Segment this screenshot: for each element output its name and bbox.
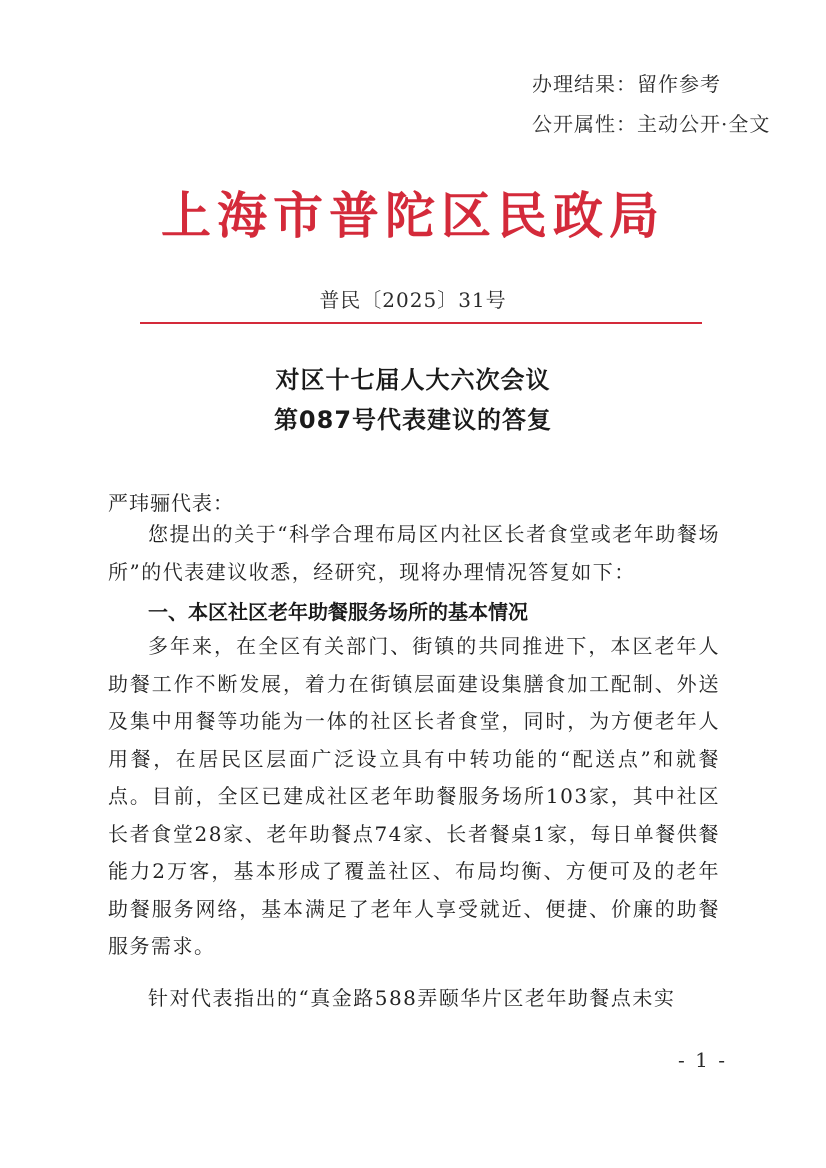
red-divider-line: [140, 322, 702, 324]
paragraph-response-start: 针对代表指出的“真金路588弄颐华片区老年助餐点未实: [148, 986, 676, 1010]
paragraph-intro: 您提出的关于“科学合理布局区内社区长者食堂或老年助餐场所”的代表建议收悉，经研究，现将办理情况答复如下：: [108, 522, 720, 584]
handling-result: 办理结果：留作参考: [532, 72, 721, 96]
disclosure-attribute: 公开属性：主动公开·全文: [532, 112, 771, 136]
agency-header: 上海市普陀区民政局: [161, 186, 665, 245]
page-number: - 1 -: [678, 1048, 727, 1072]
section-heading-1: 一、本区社区老年助餐服务场所的基本情况: [148, 600, 528, 624]
salutation: 严玮骊代表：: [108, 491, 234, 515]
document-title-line-1: 对区十七届人大六次会议: [275, 366, 551, 394]
document-number: 普民〔2025〕31号: [319, 288, 507, 312]
document-title-line-2: 第087号代表建议的答复: [273, 406, 553, 434]
paragraph-basic-situation: 多年来，在全区有关部门、街镇的共同推进下，本区老年人助餐工作不断发展，着力在街镇层面建设集膳食加工配制、外送及集中用餐等功能为一体的社区长者食堂，同时，为方便老年人用餐，在居民区层面广泛设立具有中转功能的“配送点”和就餐点。目前，全区已建成社区老年助餐服务场所103家，其中社区长者食堂28家、老年助餐点74家、长者餐桌1家，每日单餐供餐能力2万客，基本形成了覆盖社区、布局均衡、方便可及的老年助餐服务网络，基本满足了老年人享受就近、便捷、价廉的助餐服务需求。: [108, 634, 720, 958]
